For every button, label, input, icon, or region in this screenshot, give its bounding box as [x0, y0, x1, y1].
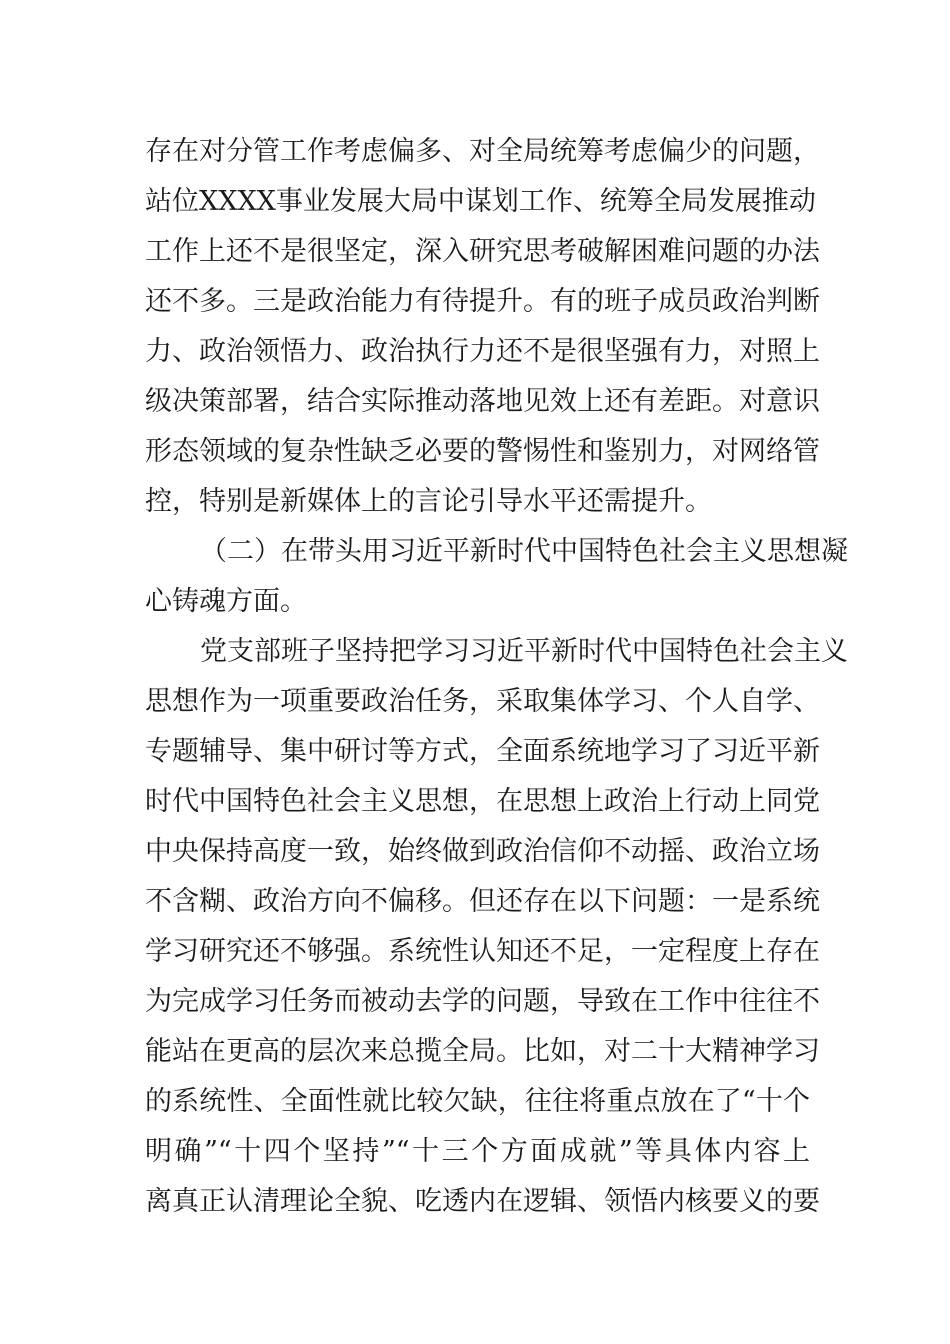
text-line: 思想作为一项重要政治任务，采取集体学习、个人自学、 [145, 686, 820, 717]
text-line: 党支部班子坚持把学习习近平新时代中国特色社会主义 [200, 636, 848, 667]
text-line: 中央保持高度一致，始终做到政治信仰不动摇、政治立场 [145, 836, 820, 867]
text-line: 明确”“十四个坚持”“十三个方面成就”等具体内容上 [145, 1136, 810, 1167]
text-line: 的系统性、全面性就比较欠缺，往往将重点放在了“十个 [145, 1086, 810, 1117]
text-line: 不含糊、政治方向不偏移。但还存在以下问题：一是系统 [145, 886, 820, 917]
text-line: 离真正认清理论全貌、吃透内在逻辑、领悟内核要义的要 [145, 1186, 820, 1217]
text-line: 站位XXXX事业发展大局中谋划工作、统筹全局发展推动 [145, 186, 816, 217]
text-line: 学习研究还不够强。系统性认知还不足，一定程度上存在 [145, 936, 820, 967]
text-line: 级决策部署，结合实际推动落地见效上还有差距。对意识 [145, 386, 820, 417]
text-line: 专题辅导、集中研讨等方式，全面系统地学习了习近平新 [145, 736, 820, 767]
text-line: 工作上还不是很坚定，深入研究思考破解困难问题的办法 [145, 236, 820, 267]
text-line: 力、政治领悟力、政治执行力还不是很坚强有力，对照上 [145, 336, 820, 367]
text-line: 为完成学习任务而被动去学的问题，导致在工作中往往不 [145, 986, 820, 1017]
text-line: 控，特别是新媒体上的言论引导水平还需提升。 [145, 486, 712, 517]
section-heading-line: 心铸魂方面。 [145, 586, 307, 617]
text-line: 能站在更高的层次来总揽全局。比如，对二十大精神学习 [145, 1036, 820, 1067]
section-heading-line: （二）在带头用习近平新时代中国特色社会主义思想凝 [200, 536, 848, 567]
text-line: 时代中国特色社会主义思想，在思想上政治上行动上同党 [145, 786, 820, 817]
text-line: 还不多。三是政治能力有待提升。有的班子成员政治判断 [145, 286, 820, 317]
text-line: 形态领域的复杂性缺乏必要的警惕性和鉴别力，对网络管 [145, 436, 820, 467]
text-line: 存在对分管工作考虑偏多、对全局统筹考虑偏少的问题， [145, 136, 820, 167]
